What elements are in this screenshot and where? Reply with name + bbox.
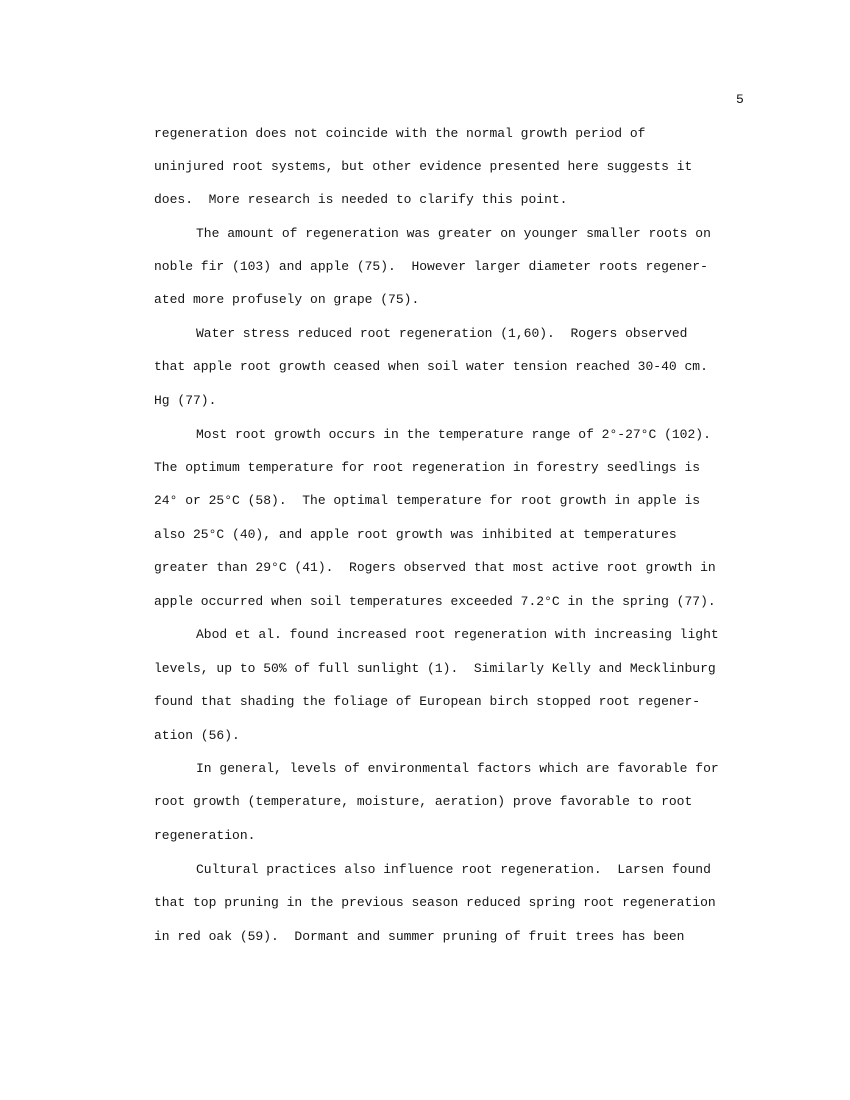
text-line: in red oak (59). Dormant and summer pruning of fruit trees has been [154, 929, 685, 944]
text-line: Hg (77). [154, 393, 217, 408]
text-line: noble fir (103) and apple (75). However larger diameter roots regener- [154, 259, 708, 274]
text-line: does. More research is needed to clarify this point. [154, 192, 568, 207]
text-line: ated more profusely on grape (75). [154, 292, 420, 307]
text-line: uninjured root systems, but other evidence presented here suggests it [154, 159, 693, 174]
text-line: regeneration does not coincide with the normal growth period of [154, 126, 646, 141]
paragraph-first-line: Abod et al. found increased root regeneration with increasing light [196, 627, 719, 642]
text-line: regeneration. [154, 828, 256, 843]
text-line: root growth (temperature, moisture, aeration) prove favorable to root [154, 794, 693, 809]
text-line: apple occurred when soil temperatures exceeded 7.2°C in the spring (77). [154, 594, 716, 609]
text-line: found that shading the foliage of European birch stopped root regener- [154, 694, 701, 709]
page-number: 5 [736, 92, 744, 107]
text-line: greater than 29°C (41). Rogers observed that most active root growth in [154, 560, 716, 575]
text-line: also 25°C (40), and apple root growth was inhibited at temperatures [154, 527, 677, 542]
paragraph-first-line: Most root growth occurs in the temperature range of 2°-27°C (102). [196, 427, 711, 442]
text-line: that apple root growth ceased when soil water tension reached 30-40 cm. [154, 359, 708, 374]
paragraph-first-line: The amount of regeneration was greater on younger smaller roots on [196, 226, 711, 241]
text-line: that top pruning in the previous season reduced spring root regeneration [154, 895, 716, 910]
text-line: levels, up to 50% of full sunlight (1). Similarly Kelly and Mecklinburg [154, 661, 716, 676]
text-line: 24° or 25°C (58). The optimal temperature for root growth in apple is [154, 493, 701, 508]
text-line: The optimum temperature for root regeneration in forestry seedlings is [154, 460, 701, 475]
text-line: ation (56). [154, 728, 240, 743]
paragraph-first-line: Cultural practices also influence root regeneration. Larsen found [196, 862, 711, 877]
paragraph-first-line: Water stress reduced root regeneration (1,60). Rogers observed [196, 326, 688, 341]
paragraph-first-line: In general, levels of environmental factors which are favorable for [196, 761, 719, 776]
